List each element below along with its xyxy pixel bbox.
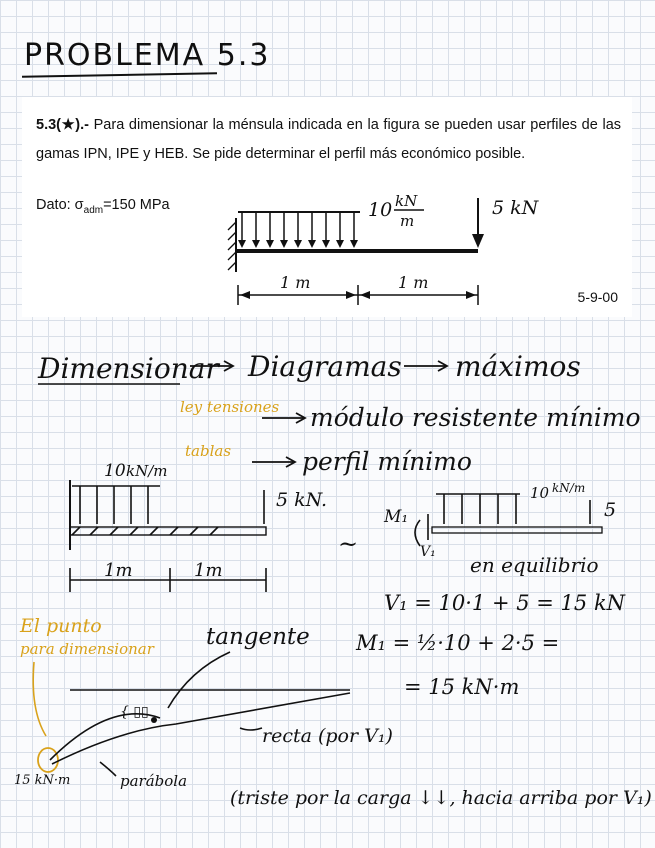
equation-shear: V₁ = 10·1 + 5 = 15 kN <box>384 591 626 615</box>
sketch-point-load: 5 kN. <box>276 489 328 511</box>
note-dimensionar: Dimensionar <box>38 352 219 385</box>
equation-moment-result: = 15 kN·m <box>404 675 520 699</box>
figure-distributed-load: 10 <box>368 199 393 221</box>
moment-box-label: { ▯▯ <box>120 704 149 720</box>
sketch-span-1: 1m <box>104 560 133 581</box>
fbd-moment: M₁ <box>384 507 409 527</box>
note-parabola: parábola <box>120 772 188 790</box>
note-recta: recta (por V₁) <box>262 725 393 747</box>
figure-load-unit-den: m <box>400 212 415 230</box>
printed-beam-figure <box>228 198 478 305</box>
highlight-circle <box>38 748 58 772</box>
moment-diagram <box>50 652 350 776</box>
note-tangente: tangente <box>206 624 310 650</box>
sketch-load-value: 10 <box>104 461 126 481</box>
note-tablas: tablas <box>185 442 232 460</box>
problem-data: Dato: $\sigma_{adm}=150$ MPa <box>36 197 170 216</box>
figure-load-unit-num: kN <box>395 192 418 210</box>
sketch-span-2: 1m <box>194 560 223 581</box>
problem-text: Para dimensionar la ménsula indicada en la figura se pueden usar perfiles de las gamas IPN, IPE y HEB. Se pide determinar el perfil más económico posible. <box>36 117 622 162</box>
note-triste: (triste por la carga ↓↓, hacia arriba por V₁) <box>230 787 652 809</box>
note-maximos: máximos <box>455 350 581 383</box>
handwritten-title: PROBLEMA 5.3 <box>24 38 271 73</box>
sketch-free-body <box>415 494 602 546</box>
figure-span-1: 1 m <box>280 273 311 292</box>
note-perfil: perfil mínimo <box>302 447 472 476</box>
note-modulo: módulo resistente mínimo <box>310 403 641 432</box>
equivalence-symbol: ~ <box>338 530 359 558</box>
fbd-shear: V₁ <box>420 544 436 560</box>
note-equilibrio: en equilibrio <box>470 553 599 577</box>
fbd-load-unit: kN/m <box>552 481 586 495</box>
problem-code: 5-9-00 <box>577 289 618 305</box>
note-punto-2: para dimensionar <box>20 640 154 658</box>
equation-moment: M₁ = ½·10 + 2·5 = <box>356 631 560 655</box>
sketch-beam <box>70 480 266 592</box>
fbd-point-load: 5 <box>604 499 617 521</box>
note-punto-1: El punto <box>20 615 102 637</box>
note-diagramas: Diagramas <box>248 350 402 383</box>
fbd-load-value: 10 <box>530 484 550 502</box>
note-ley-tensiones: ley tensiones <box>180 398 280 416</box>
moment-value-label: 15 kN·m <box>14 773 71 788</box>
figure-span-2: 1 m <box>398 273 429 292</box>
problem-number: 5.3(★).- <box>36 117 89 133</box>
figure-point-load: 5 kN <box>492 197 539 219</box>
sketch-load-unit: kN/m <box>126 462 168 480</box>
